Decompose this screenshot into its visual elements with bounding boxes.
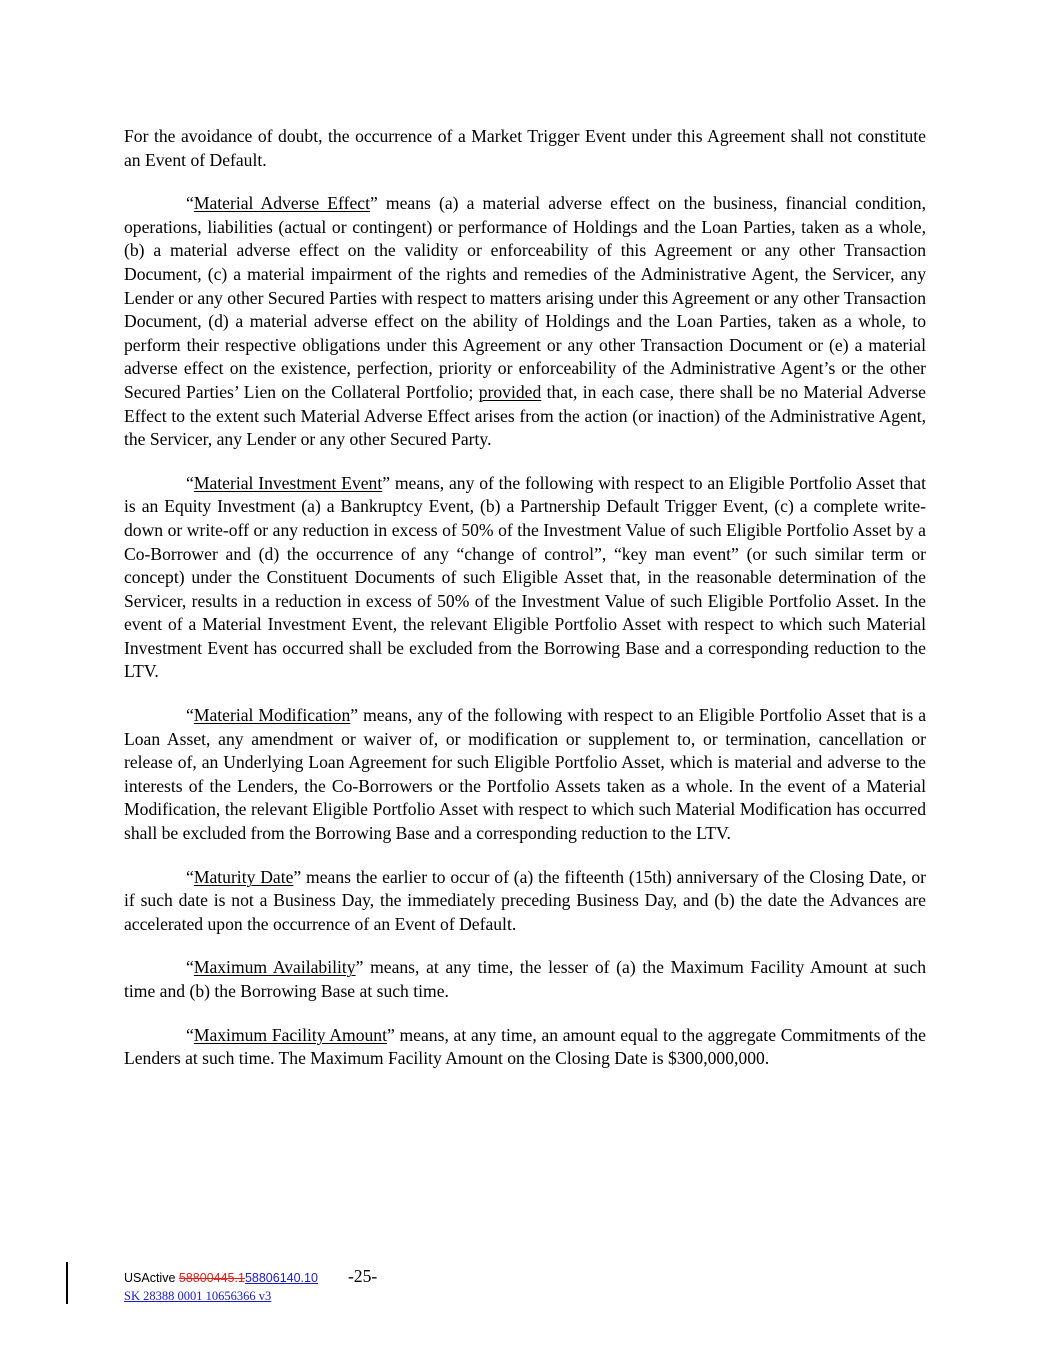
open-quote: “ (186, 472, 194, 493)
definition-text: ” means, at any time, an amount equal to the aggregate Commitments of the Lenders at such time. The Maximum Facility Amount on the Closing Date is $300,000,000. (124, 1024, 926, 1069)
defined-term: Maximum Availability (193, 957, 356, 978)
open-quote: “ (186, 193, 194, 214)
provided-keyword: provided (478, 381, 542, 402)
defined-term: Material Adverse Effect (193, 193, 370, 214)
document-body (124, 125, 926, 1091)
definition-text: ” means, any of the following with respect to an Eligible Portfolio Asset that is an Equity Investment (a) a Bankruptcy Event, (b) a Partnership Default Trigger Event, (c) a complete write-down or write-off or any reduction in excess of 50% of the Investment Value of such Eligible Portfolio Asset by a Co-Borrower and (d) the occurrence of any “change of control”, “key man event” (or such similar term or concept) under the Constituent Documents of such Eligible Asset that, in the reasonable determination of the Servicer, results in a reduction in excess of 50% of the Investment Value of such Eligible Portfolio Asset. In the event of a Material Investment Event, the relevant Eligible Portfolio Asset with respect to which such Material Investment Event has occurred shall be excluded from the Borrowing Base and a corresponding reduction to the LTV. (124, 472, 926, 682)
definition-material-investment-event (124, 472, 926, 684)
footer-doc-id-line (124, 1266, 377, 1287)
definition-maturity-date (124, 866, 926, 937)
footer-deleted-doc-id: 58800445.1 (178, 1271, 245, 1285)
definition-maximum-availability (124, 956, 926, 1003)
footer-sk-reference: SK 28388 0001 10656366 v3 (124, 1289, 272, 1303)
definition-text: ” means, any of the following with respect to an Eligible Portfolio Asset that is a Loan Asset, any amendment or waiver of, or modification or supplement to, or termination, cancellation or release of, an Underlying Loan Agreement for such Eligible Portfolio Asset, which is material and adverse to the interests of the Lenders, the Co-Borrowers or the Portfolio Assets taken as a whole. In the event of a Material Modification, the relevant Eligible Portfolio Asset with respect to which such Material Modification has occurred shall be excluded from the Borrowing Base and a corresponding reduction to the LTV. (124, 705, 926, 844)
open-quote: “ (186, 866, 194, 887)
definition-text: ” means the earlier to occur of (a) the fifteenth (15th) anniversary of the Closing Date, or if such date is not a Business Day, the immediately preceding Business Day, and (b) the date the Advances are accelerated upon the occurrence of an Event of Default. (124, 866, 926, 934)
definition-text: ” means, at any time, the lesser of (a) the Maximum Facility Amount at such time and (b) the Borrowing Base at such time. (124, 957, 927, 1001)
definition-material-modification (124, 704, 926, 846)
page-number: -25- (347, 1266, 378, 1286)
definition-material-adverse-effect (124, 192, 926, 452)
defined-term: Material Modification (193, 705, 351, 726)
open-quote: “ (186, 705, 194, 726)
footer-inserted-doc-id: 58806140.10 (244, 1271, 318, 1285)
defined-term: Maximum Facility Amount (193, 1024, 387, 1045)
footer-doc-prefix: USActive (124, 1271, 179, 1285)
paragraph-market-trigger-note: For the avoidance of doubt, the occurrence of a Market Trigger Event under this Agreement shall not constitute an Event of Default. (124, 126, 926, 170)
change-bar (66, 1262, 68, 1304)
defined-term: Maturity Date (193, 866, 294, 887)
open-quote: “ (186, 1024, 194, 1045)
definition-text-continued: that, in each case, there shall be no Material Adverse Effect to the extent such Material Adverse Effect arises from the action (or inaction) of the Administrative Agent, the Servicer, any Lender or any other Secured Party. (124, 381, 926, 450)
definition-text: ” means (a) a material adverse effect on the business, financial condition, operations, liabilities (actual or contingent) or performance of Holdings and the Loan Parties, taken as a whole, (b) a material adverse effect on the validity or enforceability of this Agreement or any other Transaction Document, (c) a material impairment of the rights and remedies of the Administrative Agent, the Servicer, any Lender or any other Secured Parties with respect to matters arising under this Agreement or any other Transaction Document, (d) a material adverse effect on the ability of Holdings and the Loan Parties, taken as a whole, to perform their respective obligations under this Agreement or any other Transaction Document or (e) a material adverse effect on the existence, perfection, priority or enforceability of the Administrative Agent’s or the other Secured Parties’ Lien on the Collateral Portfolio; (124, 193, 926, 402)
defined-term: Material Investment Event (193, 472, 383, 493)
definition-maximum-facility-amount (124, 1024, 926, 1071)
open-quote: “ (186, 957, 194, 978)
